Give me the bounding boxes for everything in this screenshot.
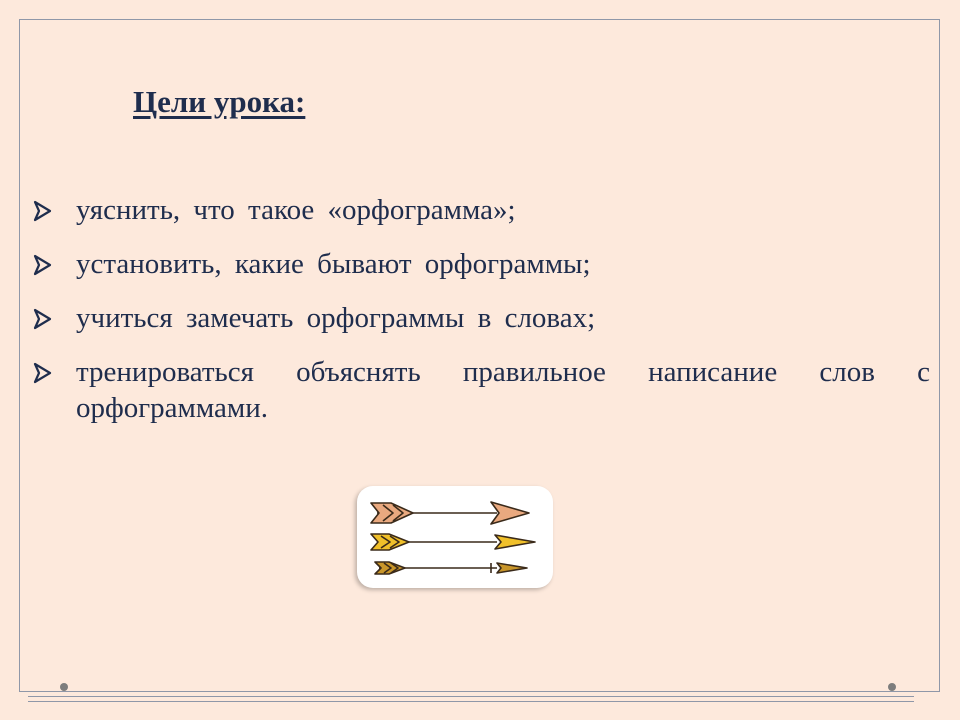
goal-text: уяснить, что такое «орфограмма»; [76,194,516,226]
goal-item [30,192,930,228]
goal-text: учиться замечать орфограммы в словах; [76,302,596,334]
arrow-bottom [375,562,527,574]
arrow-top [371,502,529,524]
footer-rule-bottom [28,701,914,702]
arrow-bullet-icon [30,307,54,331]
arrow-middle [371,534,535,550]
goal-item [30,246,930,282]
goals-list [30,192,930,444]
arrow-bullet-icon [30,199,54,223]
arrow-bullet-icon [30,253,54,277]
slide-title: Цели урока: [133,84,306,119]
arrows-icon [357,486,553,588]
corner-dot-right [888,683,896,691]
footer-rule-top [28,696,914,697]
arrow-bullet-icon [30,361,54,385]
goal-item [30,300,930,336]
goal-text: установить, какие бывают орфограммы; [76,248,591,280]
corner-dot-left [60,683,68,691]
goal-text: тренироваться объяснять правильное написание слов с орфограммами. [76,356,930,424]
arrows-image [357,486,553,588]
goal-item [30,354,930,426]
